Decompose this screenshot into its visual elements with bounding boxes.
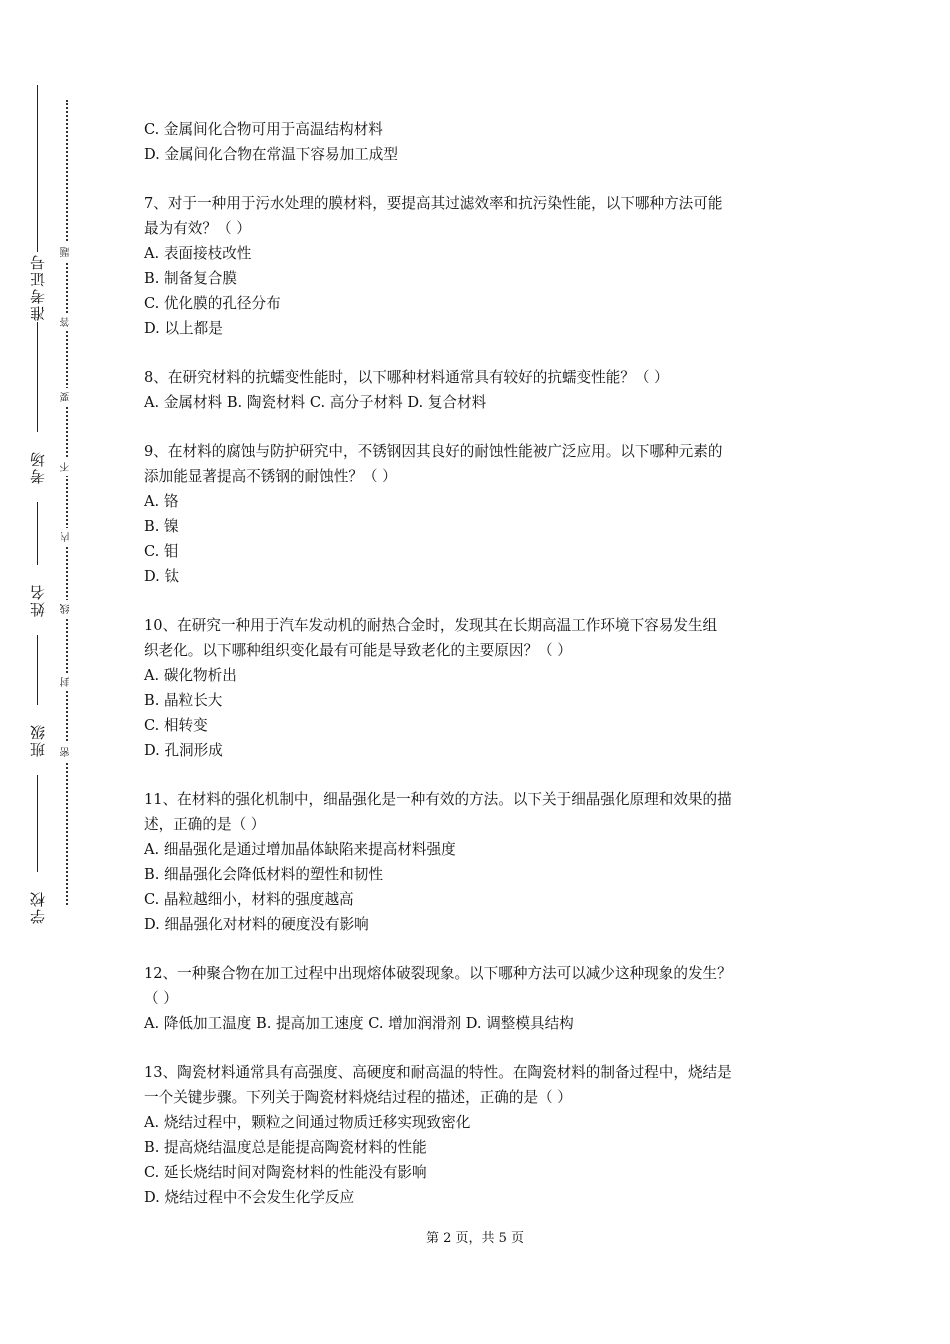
option-text: B. 细晶强化会降低材料的塑性和韧性 — [144, 866, 383, 883]
binding-solid-line — [37, 85, 38, 930]
option-text: D. 烧结过程中不会发生化学反应 — [144, 1189, 355, 1206]
field-class: 班级 — [22, 705, 52, 775]
question-stem: 7、对于一种用于污水处理的膜材料，要提高其过滤效率和抗污染性能，以下哪种方法可能 — [144, 195, 723, 212]
binding-margin — [0, 0, 110, 1344]
question-stem: 9、在材料的腐蚀与防护研究中，不锈钢因其良好的耐蚀性能被广泛应用。以下哪种元素的 — [144, 443, 723, 460]
question-content — [144, 117, 814, 1210]
option-text: A. 细晶强化是通过增加晶体缺陷来提高材料强度 — [144, 841, 456, 858]
option-text: B. 镍 — [144, 518, 179, 535]
option-text: A. 降低加工温度 B. 提高加工速度 C. 增加润滑剂 D. 调整模具结构 — [144, 1015, 574, 1032]
question-12 — [144, 961, 814, 1036]
seal-char: 内 — [58, 528, 76, 546]
question-stem: 织老化。以下哪种组织变化最有可能是导致老化的主要原因？（ ） — [144, 642, 572, 659]
seal-char: 密 — [58, 743, 76, 761]
option-text: B. 提高烧结温度总是能提高陶瓷材料的性能 — [144, 1139, 427, 1156]
option-text: C. 延长烧结时间对陶瓷材料的性能没有影响 — [144, 1164, 427, 1181]
field-name: 姓名 — [22, 565, 52, 635]
question-stem: 12、一种聚合物在加工过程中出现熔体破裂现象。以下哪种方法可以减少这种现象的发生？ — [144, 965, 732, 982]
seal-char: 封 — [58, 673, 76, 691]
option-text: A. 表面接枝改性 — [144, 245, 252, 262]
seal-char: 答 — [58, 313, 76, 331]
option-text: C. 优化膜的孔径分布 — [144, 295, 281, 312]
seal-char: 线 — [58, 600, 76, 618]
field-exam-room: 考场 — [22, 432, 52, 502]
field-school: 学校 — [22, 872, 52, 942]
question-9 — [144, 439, 814, 589]
question-stem: 8、在研究材料的抗蠕变性能时，以下哪种材料通常具有较好的抗蠕变性能？（ ） — [144, 369, 669, 386]
question-stem: 10、在研究一种用于汽车发动机的耐热合金时，发现其在长期高温工作环境下容易发生组 — [144, 617, 718, 634]
seal-char: 题 — [58, 243, 76, 261]
seal-char: 要 — [58, 388, 76, 406]
question-11 — [144, 787, 814, 937]
question-stem: 11、在材料的强化机制中，细晶强化是一种有效的方法。以下关于细晶强化原理和效果的描 — [144, 791, 732, 808]
option-text: D. 孔洞形成 — [144, 742, 223, 759]
field-exam-number: 准考证号 — [22, 252, 52, 322]
option-text: C. 金属间化合物可用于高温结构材料 — [144, 121, 383, 138]
option-text: C. 相转变 — [144, 717, 208, 734]
option-text: A. 铬 — [144, 493, 179, 510]
question-8 — [144, 365, 814, 415]
question-stem: 添加能显著提高不锈钢的耐蚀性？（ ） — [144, 468, 397, 485]
option-text: A. 烧结过程中，颗粒之间通过物质迁移实现致密化 — [144, 1114, 471, 1131]
option-text: C. 晶粒越细小，材料的强度越高 — [144, 891, 354, 908]
option-text: C. 钼 — [144, 543, 179, 560]
question-stem: 13、陶瓷材料通常具有高强度、高硬度和耐高温的特性。在陶瓷材料的制备过程中，烧结是 — [144, 1064, 732, 1081]
option-text: B. 制备复合膜 — [144, 270, 237, 287]
seal-char: 不 — [58, 458, 76, 476]
option-text: D. 金属间化合物在常温下容易加工成型 — [144, 146, 398, 163]
option-text: A. 金属材料 B. 陶瓷材料 C. 高分子材料 D. 复合材料 — [144, 394, 487, 411]
option-text: D. 以上都是 — [144, 320, 223, 337]
question-stem: 一个关键步骤。下列关于陶瓷材料烧结过程的描述，正确的是（ ） — [144, 1089, 572, 1106]
option-text: B. 晶粒长大 — [144, 692, 223, 709]
question-13 — [144, 1060, 814, 1210]
seal-dotted-line — [66, 100, 68, 905]
question-block — [144, 117, 814, 167]
question-stem: （ ） — [144, 990, 178, 1007]
question-10 — [144, 613, 814, 763]
option-text: D. 细晶强化对材料的硬度没有影响 — [144, 916, 369, 933]
option-text: D. 钛 — [144, 568, 180, 585]
question-stem: 述，正确的是（ ） — [144, 816, 266, 833]
question-7 — [144, 191, 814, 341]
question-stem: 最为有效？（ ） — [144, 220, 251, 237]
option-text: A. 碳化物析出 — [144, 667, 237, 684]
page-footer: 第 2 页，共 5 页 — [425, 1231, 525, 1246]
